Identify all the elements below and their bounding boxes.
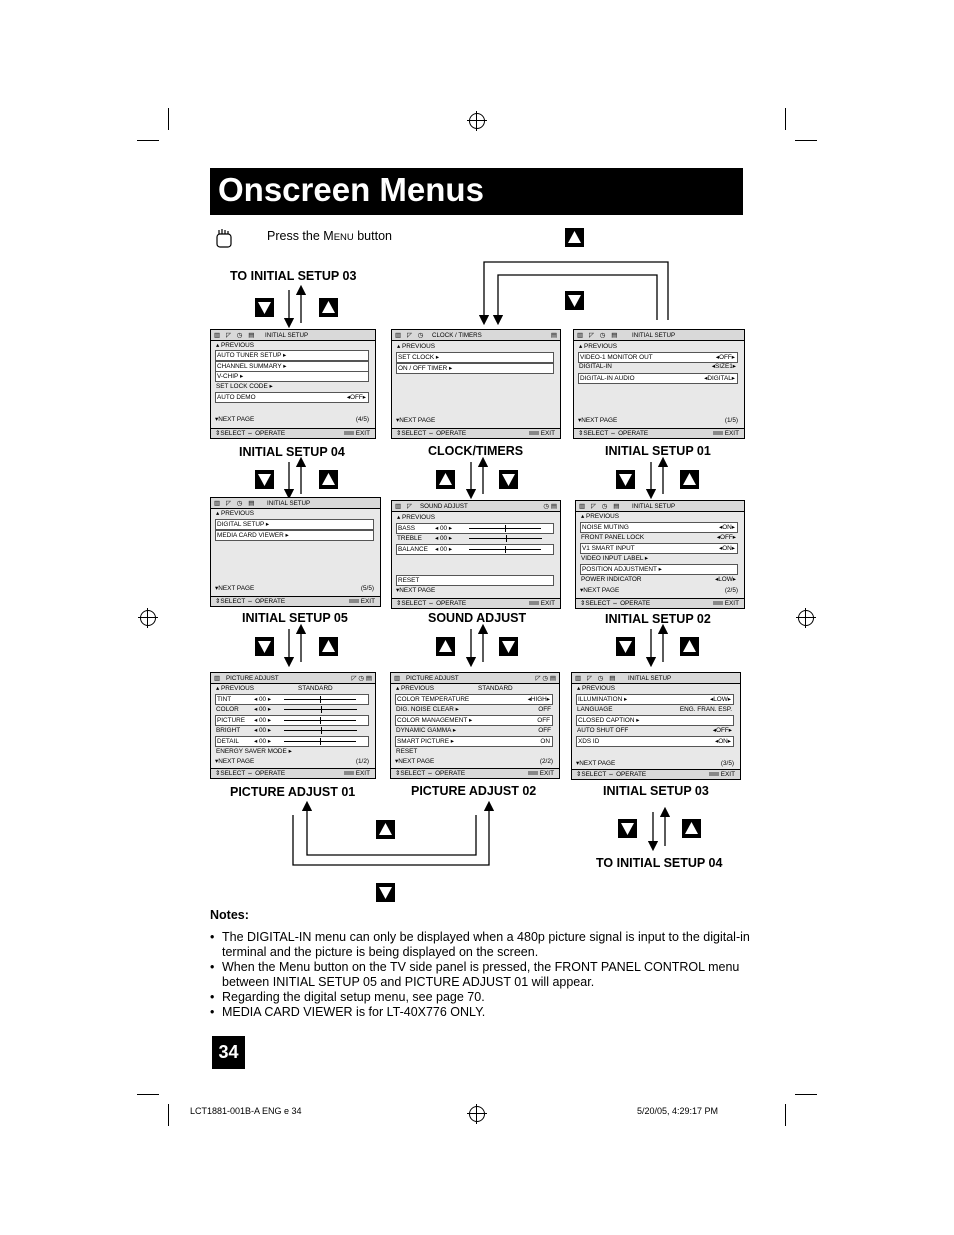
previous-item: ▴ PREVIOUS (581, 513, 620, 520)
slider-row: TINT ◂ 00 ▸ (215, 694, 369, 705)
slider-row: BRIGHT ◂ 00 ▸ (216, 726, 369, 735)
menu-item: AUTO DEMO ◂OFF▸ (215, 392, 369, 403)
menu-panel-initial-setup-05 (210, 497, 381, 607)
menu-item: COLOR MANAGEMENT ▸ OFF (395, 715, 553, 726)
previous-item: ▴ PREVIOUS (216, 510, 255, 517)
slider-row: COLOR ◂ 00 ▸ (216, 705, 369, 714)
footer-timestamp: 5/20/05, 4:29:17 PM (637, 1106, 719, 1116)
menu-item: SMART PICTURE ▸ ON (395, 736, 553, 747)
panel-header: ▥ ◸ ◷ ▤ INITIAL SETUP (211, 330, 375, 341)
label-picture-adjust-01: PICTURE ADJUST 01 (230, 785, 356, 799)
menu-tab-icons: ▥ (214, 675, 223, 682)
menu-item: VIDEO-1 MONITOR OUT ◂OFF▸ (578, 352, 738, 363)
note-item: • When the Menu button on the TV side panel is pressed, the FRONT PANEL CONTROL menu between INITIAL SETUP 05 and PICTURE ADJUST 01 will appear. (210, 960, 750, 990)
previous-item: ▴ PREVIOUS STANDARD (216, 685, 333, 692)
label-initial-setup-04: INITIAL SETUP 04 (239, 445, 345, 459)
panel-header: ▥ ◸ ◷ CLOCK / TIMERS ▤ (392, 330, 560, 341)
menu-item: AUTO SHUT OFF ◂OFF▸ (577, 727, 732, 734)
footer-file-info: LCT1881-001B-A ENG e 34 (190, 1106, 302, 1116)
next-page-row: ▾NEXT PAGE (4/5) (215, 416, 369, 423)
slider-row: PICTURE ◂ 00 ▸ (215, 715, 369, 726)
panel-header: ▥ ◸ ◷ ▤ INITIAL SETUP (576, 501, 744, 512)
panel-header: ▥ ◸ ◷ ▤ INITIAL SETUP (574, 330, 744, 341)
label-initial-setup-05: INITIAL SETUP 05 (242, 611, 348, 625)
next-page-row: ▾NEXT PAGE (396, 587, 436, 594)
menu-item: CHANNEL SUMMARY ▸ (215, 361, 369, 372)
menu-panel-initial-setup-01 (573, 329, 745, 439)
menu-tab-icons: ◸ ◷ ▤ (535, 675, 556, 682)
menu-item: DIGITAL-IN ◂SIZE1▸ (579, 363, 736, 370)
next-page-row: ▾NEXT PAGE (3/5) (576, 760, 734, 767)
previous-item: ▴ PREVIOUS (216, 342, 255, 349)
menu-item: LANGUAGE ENG. FRAN. ESP. (577, 706, 732, 713)
menu-item: POSITION ADJUSTMENT ▸ (580, 564, 738, 575)
label-initial-setup-02: INITIAL SETUP 02 (605, 612, 711, 626)
panel-footer: ⇕SELECT ⇔ OPERATE EXIT (211, 428, 375, 438)
label-initial-setup-01: INITIAL SETUP 01 (605, 444, 711, 458)
page-title: Onscreen Menus (218, 171, 484, 208)
menu-tab-icons: ▥ (394, 675, 403, 682)
notes-heading: Notes: (210, 908, 249, 922)
menu-panel-initial-setup-03 (571, 672, 741, 780)
reset-item: RESET (396, 575, 554, 586)
panel-footer: ⇕SELECT ⇔ OPERATE EXIT (211, 768, 375, 778)
menu-panel-initial-setup-04 (210, 329, 376, 439)
previous-item: ▴ PREVIOUS STANDARD (396, 685, 513, 692)
menu-tab-icons: ◷ ▤ (543, 503, 557, 510)
page-number: 34 (212, 1036, 245, 1069)
label-initial-setup-03: INITIAL SETUP 03 (603, 784, 709, 798)
menu-tab-icons: ▥ ◸ ◷ ▤ (577, 332, 620, 339)
panel-footer: ⇕SELECT ⇔ OPERATE EXIT (211, 596, 380, 606)
menu-tab-icons: ▥ ◸ ◷ (395, 332, 426, 339)
menu-item: ENERGY SAVER MODE ▸ (216, 748, 292, 755)
note-item: • The DIGITAL-IN menu can only be displayed when a 480p picture signal is input to the digital-in terminal and the picture is being displayed on the screen. (210, 930, 750, 960)
previous-item: ▴ PREVIOUS (397, 343, 436, 350)
panel-footer: ⇕SELECT ⇔ OPERATE EXIT (572, 769, 740, 779)
menu-item: VIDEO INPUT LABEL ▸ (581, 555, 649, 562)
label-clock-timers: CLOCK/TIMERS (428, 444, 524, 458)
menu-item: DIGITAL-IN AUDIO ◂DIGITAL▸ (578, 373, 738, 384)
menu-item: SET CLOCK ▸ (396, 352, 554, 363)
panel-footer: ⇕SELECT ⇔ OPERATE EXIT (576, 598, 744, 608)
menu-item: XDS ID ◂ON▸ (576, 736, 734, 747)
menu-panel-sound-adjust (391, 500, 561, 609)
menu-item: AUTO TUNER SETUP ▸ (215, 350, 369, 361)
slider-row: TREBLE ◂ 00 ▸ (397, 534, 554, 543)
next-page-row: ▾NEXT PAGE (396, 417, 436, 424)
menu-tab-icons: ▥ ◸ (395, 503, 414, 510)
note-item: • MEDIA CARD VIEWER is for LT-40X776 ONLY. (210, 1005, 750, 1020)
menu-item: MEDIA CARD VIEWER ▸ (215, 530, 374, 541)
menu-tab-icons: ◸ ◷ ▤ (351, 675, 372, 682)
slider-row: BALANCE ◂ 00 ▸ (396, 544, 554, 555)
menu-item: FRONT PANEL LOCK ◂OFF▸ (581, 534, 736, 541)
menu-item: DIGITAL SETUP ▸ (215, 519, 374, 530)
menu-tab-icons: ▥ ◸ ◷ ▤ (579, 503, 622, 510)
panel-footer: ⇕SELECT ⇔ OPERATE EXIT (392, 428, 560, 438)
menu-item: V-CHIP ▸ (215, 371, 369, 382)
panel-header: ▥ PICTURE ADJUST ◸ ◷ ▤ (211, 673, 375, 684)
menu-panel-clock-timers (391, 329, 561, 439)
panel-footer: ⇕SELECT ⇔ OPERATE EXIT (574, 428, 744, 438)
menu-tab-icons: ▥ ◸ ◷ ▤ (214, 332, 257, 339)
menu-item: NOISE MUTING ◂ON▸ (580, 522, 738, 533)
menu-item: SET LOCK CODE ▸ (216, 383, 273, 390)
next-page-row: ▾NEXT PAGE (5/5) (215, 585, 374, 592)
next-page-row: ▾NEXT PAGE (1/5) (578, 417, 738, 424)
menu-item: DYNAMIC GAMMA ▸ OFF (396, 727, 551, 734)
menu-panel-initial-setup-02 (575, 500, 745, 609)
menu-item: CLOSED CAPTION ▸ (576, 715, 734, 726)
previous-item: ▴ PREVIOUS (579, 343, 618, 350)
next-page-row: ▾NEXT PAGE (2/2) (395, 758, 553, 765)
next-page-row: ▾NEXT PAGE (1/2) (215, 758, 369, 765)
menu-panel-picture-adjust-01 (210, 672, 376, 779)
menu-item: ON / OFF TIMER ▸ (396, 363, 554, 374)
menu-tab-icons: ▥ ◸ ◷ ▤ (214, 500, 257, 507)
press-menu-instruction: Press the MENU button (267, 229, 392, 243)
lock-icon: ▤ (550, 332, 557, 339)
label-picture-adjust-02: PICTURE ADJUST 02 (411, 784, 537, 798)
menu-item: V1 SMART INPUT ◂ON▸ (580, 543, 738, 554)
label-sound-adjust: SOUND ADJUST (428, 611, 527, 625)
menu-panel-picture-adjust-02 (390, 672, 560, 779)
panel-header: ▥ ◸ ◷ ▤ INITIAL SETUP (572, 673, 740, 684)
menu-item: RESET (396, 748, 418, 755)
panel-footer: ⇕SELECT ⇔ OPERATE EXIT (392, 598, 560, 608)
label-to-initial-setup-03: TO INITIAL SETUP 03 (230, 269, 357, 283)
menu-item: COLOR TEMPERATURE ◂HIGH▸ (395, 694, 553, 705)
panel-header: ▥ ◸ SOUND ADJUST ◷ ▤ (392, 501, 560, 512)
menu-tab-icons: ▥ ◸ ◷ ▤ (575, 675, 618, 682)
notes-list (210, 930, 750, 1020)
next-page-row: ▾NEXT PAGE (2/5) (580, 587, 738, 594)
panel-header: ▥ PICTURE ADJUST ◸ ◷ ▤ (391, 673, 559, 684)
menu-item: ILLUMINATION ▸ ◂LOW▸ (576, 694, 734, 705)
slider-row: BASS ◂ 00 ▸ (396, 523, 554, 534)
previous-item: ▴ PREVIOUS (577, 685, 616, 692)
menu-item: POWER INDICATOR ◂LOW▸ (581, 576, 736, 583)
previous-item: ▴ PREVIOUS (397, 514, 436, 521)
panel-header: ▥ ◸ ◷ ▤ INITIAL SETUP (211, 498, 380, 509)
label-to-initial-setup-04: TO INITIAL SETUP 04 (596, 856, 723, 870)
slider-row: DETAIL ◂ 00 ▸ (215, 736, 369, 747)
panel-footer: ⇕SELECT ⇔ OPERATE EXIT (391, 768, 559, 778)
menu-item: DIG. NOISE CLEAR ▸ OFF (396, 706, 551, 713)
note-item: • Regarding the digital setup menu, see page 70. (210, 990, 750, 1005)
